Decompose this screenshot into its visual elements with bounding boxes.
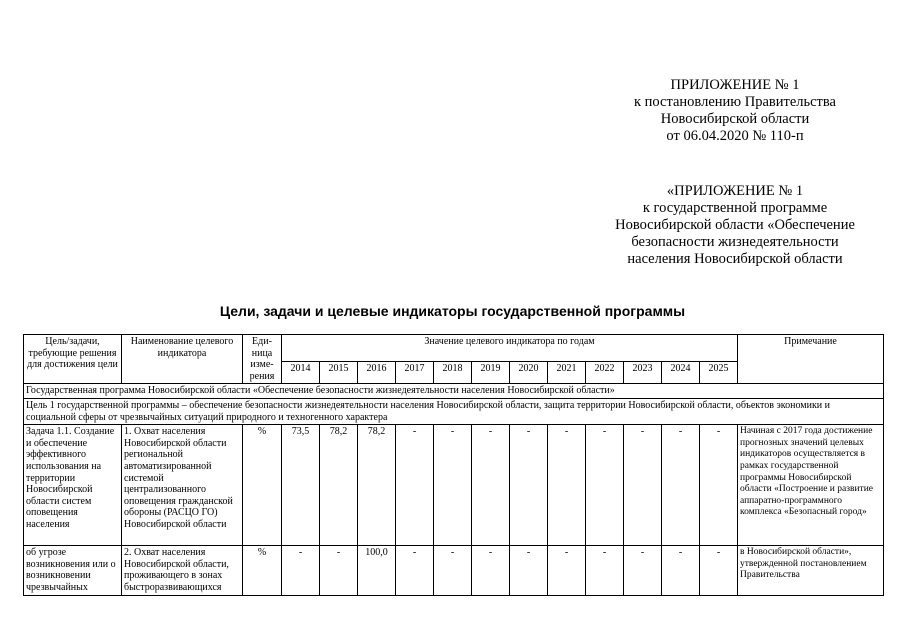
program-appendix-header bbox=[590, 183, 880, 268]
indicators-table bbox=[23, 334, 884, 596]
header-line: «ПРИЛОЖЕНИЕ № 1 bbox=[666, 183, 804, 199]
header-line: к постановлению Правительства bbox=[634, 94, 836, 110]
program-row: Государственная программа Новосибирской области «Обеспечение безопасности жизнедеятельности населения Новосибирской области» bbox=[24, 384, 884, 399]
value-cell: - bbox=[434, 425, 472, 546]
value-cell: - bbox=[434, 546, 472, 596]
value-cell: - bbox=[624, 425, 662, 546]
value-cell: - bbox=[396, 546, 434, 596]
indicator-unit: % bbox=[243, 546, 282, 596]
value-cell: - bbox=[586, 425, 624, 546]
col-header-note: Примечание bbox=[738, 335, 884, 384]
year-header: 2018 bbox=[434, 361, 472, 384]
value-cell: - bbox=[700, 425, 738, 546]
header-line: от 06.04.2020 № 110-п bbox=[666, 128, 804, 144]
value-cell: - bbox=[548, 546, 586, 596]
note-cell: Начиная с 2017 года достижение прогнозных значений целевых индикаторов осуществляется в рамках государственной программы Новосибирской области «Построение и развитие аппаратно-программного комплекса «Безопасный город» bbox=[738, 425, 884, 546]
year-header: 2014 bbox=[282, 361, 320, 384]
value-cell: 78,2 bbox=[320, 425, 358, 546]
col-header-values: Значение целевого индикатора по годам bbox=[282, 335, 738, 362]
indicator-name: 2. Охват населения Новосибирской области, проживающего в зонах быстроразвивающихся bbox=[122, 546, 243, 596]
year-header: 2019 bbox=[472, 361, 510, 384]
col-header-indicator: Наименование целевого индикатора bbox=[122, 335, 243, 384]
year-header: 2020 bbox=[510, 361, 548, 384]
appendix-header bbox=[600, 77, 870, 145]
value-cell: - bbox=[472, 546, 510, 596]
value-cell: 73,5 bbox=[282, 425, 320, 546]
header-line: ПРИЛОЖЕНИЕ № 1 bbox=[670, 77, 800, 93]
value-cell: - bbox=[282, 546, 320, 596]
document-title: Цели, задачи и целевые индикаторы государственной программы bbox=[219, 303, 686, 319]
value-cell: - bbox=[700, 546, 738, 596]
year-header: 2023 bbox=[624, 361, 662, 384]
indicator-unit: % bbox=[243, 425, 282, 546]
task-cell: Задача 1.1. Создание и обеспечение эффективного использования на территории Новосибирской области систем оповещения населения bbox=[24, 425, 122, 546]
year-header: 2024 bbox=[662, 361, 700, 384]
goal-row: Цель 1 государственной программы – обеспечение безопасности жизнедеятельности населения Новосибирской области, защита территории Новосибирской области, объектов экономики и социальной сферы от чрезвычайных ситуаций природного и техногенного характера bbox=[24, 398, 884, 424]
header-line: безопасности жизнедеятельности bbox=[631, 234, 839, 250]
header-line: населения Новосибирской области bbox=[627, 251, 843, 267]
task-cell: об угрозе возникновения или о возникновении чрезвычайных bbox=[24, 546, 122, 596]
header-line: к государственной программе bbox=[642, 200, 828, 216]
year-header: 2016 bbox=[358, 361, 396, 384]
value-cell: - bbox=[396, 425, 434, 546]
note-cell: в Новосибирской области», утвержденной постановлением Правительства bbox=[738, 546, 884, 596]
value-cell: - bbox=[662, 425, 700, 546]
value-cell: 100,0 bbox=[358, 546, 396, 596]
value-cell: - bbox=[548, 425, 586, 546]
year-header: 2021 bbox=[548, 361, 586, 384]
value-cell: - bbox=[624, 546, 662, 596]
value-cell: - bbox=[586, 546, 624, 596]
col-header-goal: Цель/задачи, требующие решения для достижения цели bbox=[24, 335, 122, 384]
value-cell: - bbox=[472, 425, 510, 546]
value-cell: - bbox=[510, 425, 548, 546]
table-row bbox=[24, 546, 884, 596]
col-header-unit: Еди-ница изме-рения bbox=[243, 335, 282, 384]
value-cell: 78,2 bbox=[358, 425, 396, 546]
value-cell: - bbox=[662, 546, 700, 596]
value-cell: - bbox=[320, 546, 358, 596]
header-line: Новосибирской области bbox=[660, 111, 810, 127]
year-header: 2015 bbox=[320, 361, 358, 384]
header-line: Новосибирской области «Обеспечение bbox=[615, 217, 855, 233]
year-header: 2025 bbox=[700, 361, 738, 384]
year-header: 2022 bbox=[586, 361, 624, 384]
indicator-name: 1. Охват населения Новосибирской области региональной автоматизированной системой централизованного оповещения гражданской обороны (РАСЦО ГО) Новосибирской области bbox=[122, 425, 243, 546]
year-header: 2017 bbox=[396, 361, 434, 384]
table-row bbox=[24, 425, 884, 546]
value-cell: - bbox=[510, 546, 548, 596]
